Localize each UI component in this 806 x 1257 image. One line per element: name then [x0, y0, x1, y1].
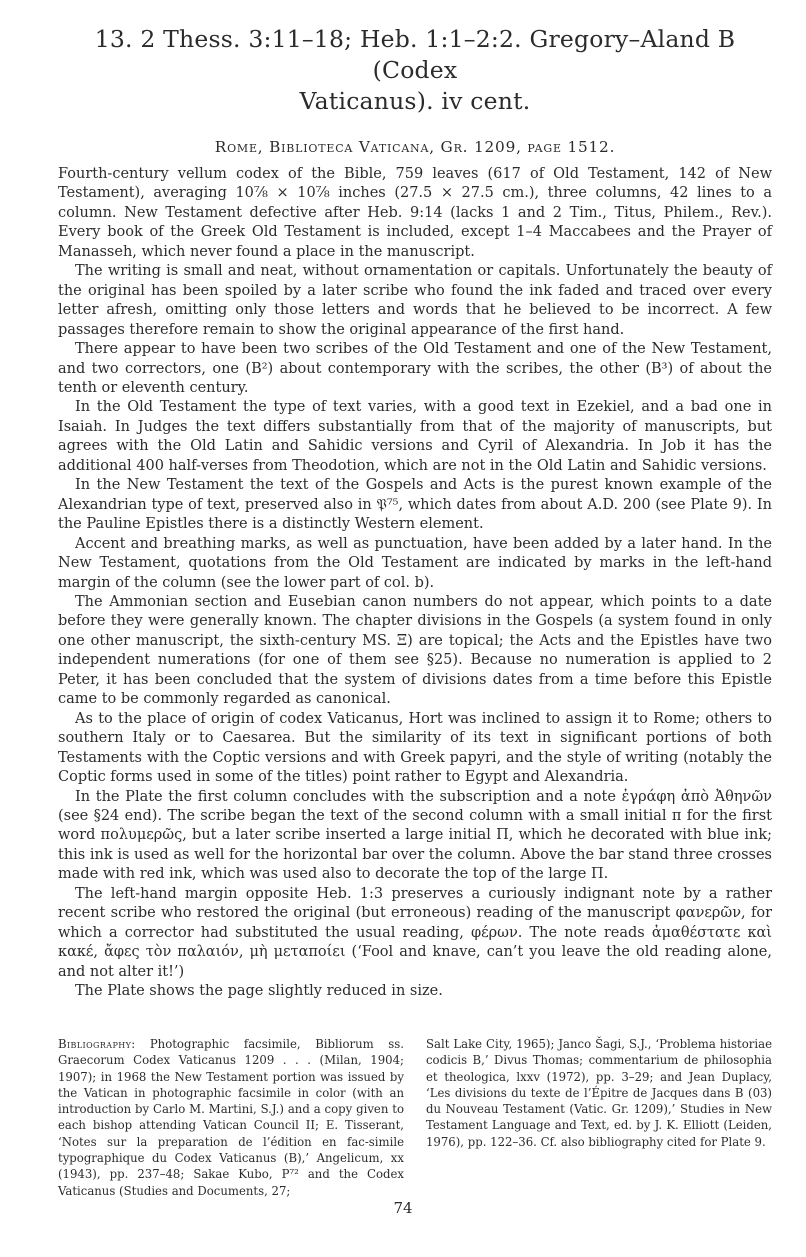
bibliography-right-text: Salt Lake City, 1965); Janco Šagi, S.J., ‘Problema historiae codicis B,’ Divus Thomas; commentarium de philosophia et theologica, lxxv (1972), pp. 3–29; and Jean Duplacy, ‘Les divisions du texte de l’Épitre de Jacques dans B (03) du Nouveau Testament (Vatic. Gr. 1209),’ Studies in New Testament Language and Text, ed. by J. K. Elliott (Leiden, 1976), pp. 122–36. Cf. also bibliography cited for Plate 9. [426, 1037, 772, 1149]
title-line-1: 13. 2 Thess. 3:11–18; Heb. 1:1–2:2. Gregory–Aland B (Codex [94, 25, 736, 84]
paragraph-plate-columns: In the Plate the first column concludes with the subscription and a note ἐγράφη ἀπὸ Ἀθηνῶν (see §24 end). The scribe began the text of the second column with a small initial π for the first word πολυμερῶς, but a later scribe inserted a large initial Π, which he decorated with blue ink; this ink is used as well for the horizontal bar over the column. Above the bar stand three crosses made with red ink, which was used also to decorate the top of the large Π. [58, 788, 772, 883]
bibliography [58, 1036, 772, 1199]
bibliography-right-column [426, 1036, 772, 1199]
paragraph-scribes: There appear to have been two scribes of the Old Testament and one of the New Testament, and two correctors, one (B²) about contemporary with the scribes, the other (B³) of about the tenth or eleventh century. [58, 341, 772, 396]
manuscript-location: Rome, Biblioteca Vaticana, Gr. 1209, page 1512. [214, 138, 616, 156]
bibliography-left-text: Photographic facsimile, Bibliorum ss. Graecorum Codex Vaticanus 1209 . . . (Milan, 1904; 1907); in 1968 the New Testament portion was issued by the Vatican in photographic facsimile in color (with an introduction by Carlo M. Martini, S.J.) and a copy given to each bishop attending Vatican Council II; E. Tisserant, ‘Notes sur la preparation de l’édition en fac-simile typographique du Codex Vaticanus (B),’ Angelicum, xx (1943), pp. 237–48; Sakae Kubo, P⁷² and the Codex Vaticanus (Studies and Documents, 27; [58, 1037, 404, 1198]
page-number: 74 [393, 1199, 413, 1217]
paragraph-plate-size: The Plate shows the page slightly reduced in size. [75, 983, 443, 1000]
bibliography-label: Bibliography [58, 1037, 132, 1051]
paragraph-description: Fourth-century vellum codex of the Bible, 759 leaves (617 of Old Testament, 142 of New Testament), averaging 10⅞ × 10⅞ inches (27.5 × 27.5 cm.), three columns, 42 lines to a column. New Testament defective after Heb. 9:14 (lacks 1 and 2 Tim., Titus, Philem., Rev.). Every book of the Greek Old Testament is included, except 1–4 Maccabees and the Prayer of Manasseh, which never found a place in the manuscript. [58, 166, 772, 260]
page-content [58, 24, 772, 1001]
paragraph-margin-note: The left-hand margin opposite Heb. 1:3 preserves a curiously indignant note by a rather recent scribe who restored the original (but erroneous) reading of the manuscript φανερῶν, for which a corrector had substituted the usual reading, φέρων. The note reads ἀμαθέστατε καὶ κακέ, ἄφες τὸν παλαιόν, μὴ μεταποίει (‘Fool and knave, can’t you leave the old reading alone, and not alter it!’) [58, 885, 772, 980]
plate-title [58, 24, 772, 117]
paragraph-origin: As to the place of origin of codex Vaticanus, Hort was inclined to assign it to Rome; others to southern Italy or to Caesarea. But the similarity of its text in significant portions of both Testaments with the Coptic versions and with Greek papyri, and the style of writing (notably the Coptic forms used in some of the titles) point rather to Egypt and Alexandria. [58, 710, 772, 786]
body-text [58, 165, 772, 1001]
bibliography-left-column: Bibliography: Photographic facsimile, Bibliorum ss. Graecorum Codex Vaticanus 1209 . . . (Milan, 1904; 1907); in 1968 the New Testament portion was issued by the Vatican in photographic facsimile in color (with an introduction by Carlo M. Martini, S.J.) and a copy given to each bishop attending Vatican Council II; E. Tisserant, ‘Notes sur la preparation de l’édition en fac-simile typographique du Codex Vaticanus (B),’ Angelicum, xx (1943), pp. 237–48; Sakae Kubo, P⁷² and the Codex Vaticanus (Studies and Documents, 27; [58, 1037, 404, 1198]
paragraph-new-testament: In the New Testament the text of the Gospels and Acts is the purest known example of the Alexandrian type of text, preserved also in 𝔓⁷⁵, which dates from about A.D. 200 (see Plate 9). In the Pauline Epistles there is a distinctly Western element. [58, 477, 772, 533]
paragraph-old-testament: In the Old Testament the type of text varies, with a good text in Ezekiel, and a bad one in Isaiah. In Judges the text differs substantially from that of the majority of manuscripts, but agrees with the Old Latin and Sahidic versions and Cyril of Alexandria. In Job it has the additional 400 half-verses from Theodotion, which are not in the Old Latin and Sahidic versions. [58, 399, 772, 474]
paragraph-writing: The writing is small and neat, without ornamentation or capitals. Unfortunately the beauty of the original has been spoiled by a later scribe who found the ink faded and traced over every letter afresh, omitting only those letters and words that he believed to be incorrect. A few passages therefore remain to show the original appearance of the first hand. [58, 263, 772, 338]
paragraph-accents: Accent and breathing marks, as well as punctuation, have been added by a later hand. In the New Testament, quotations from the Old Testament are indicated by marks in the left-hand margin of the column (see the lower part of col. b). [58, 535, 772, 591]
paragraph-divisions: The Ammonian section and Eusebian canon numbers do not appear, which points to a date before they were generally known. The chapter divisions in the Gospels (a system found in only one other manuscript, the sixth-century MS. Ξ) are topical; the Acts and the Epistles have two independent numerations (for one of them see §25). Because no numeration is applied to 2 Peter, it has been concluded that the system of divisions dates from a time before this Epistle came to be commonly regarded as canonical. [58, 593, 772, 708]
title-line-2: Vaticanus). iv cent. [299, 87, 531, 115]
